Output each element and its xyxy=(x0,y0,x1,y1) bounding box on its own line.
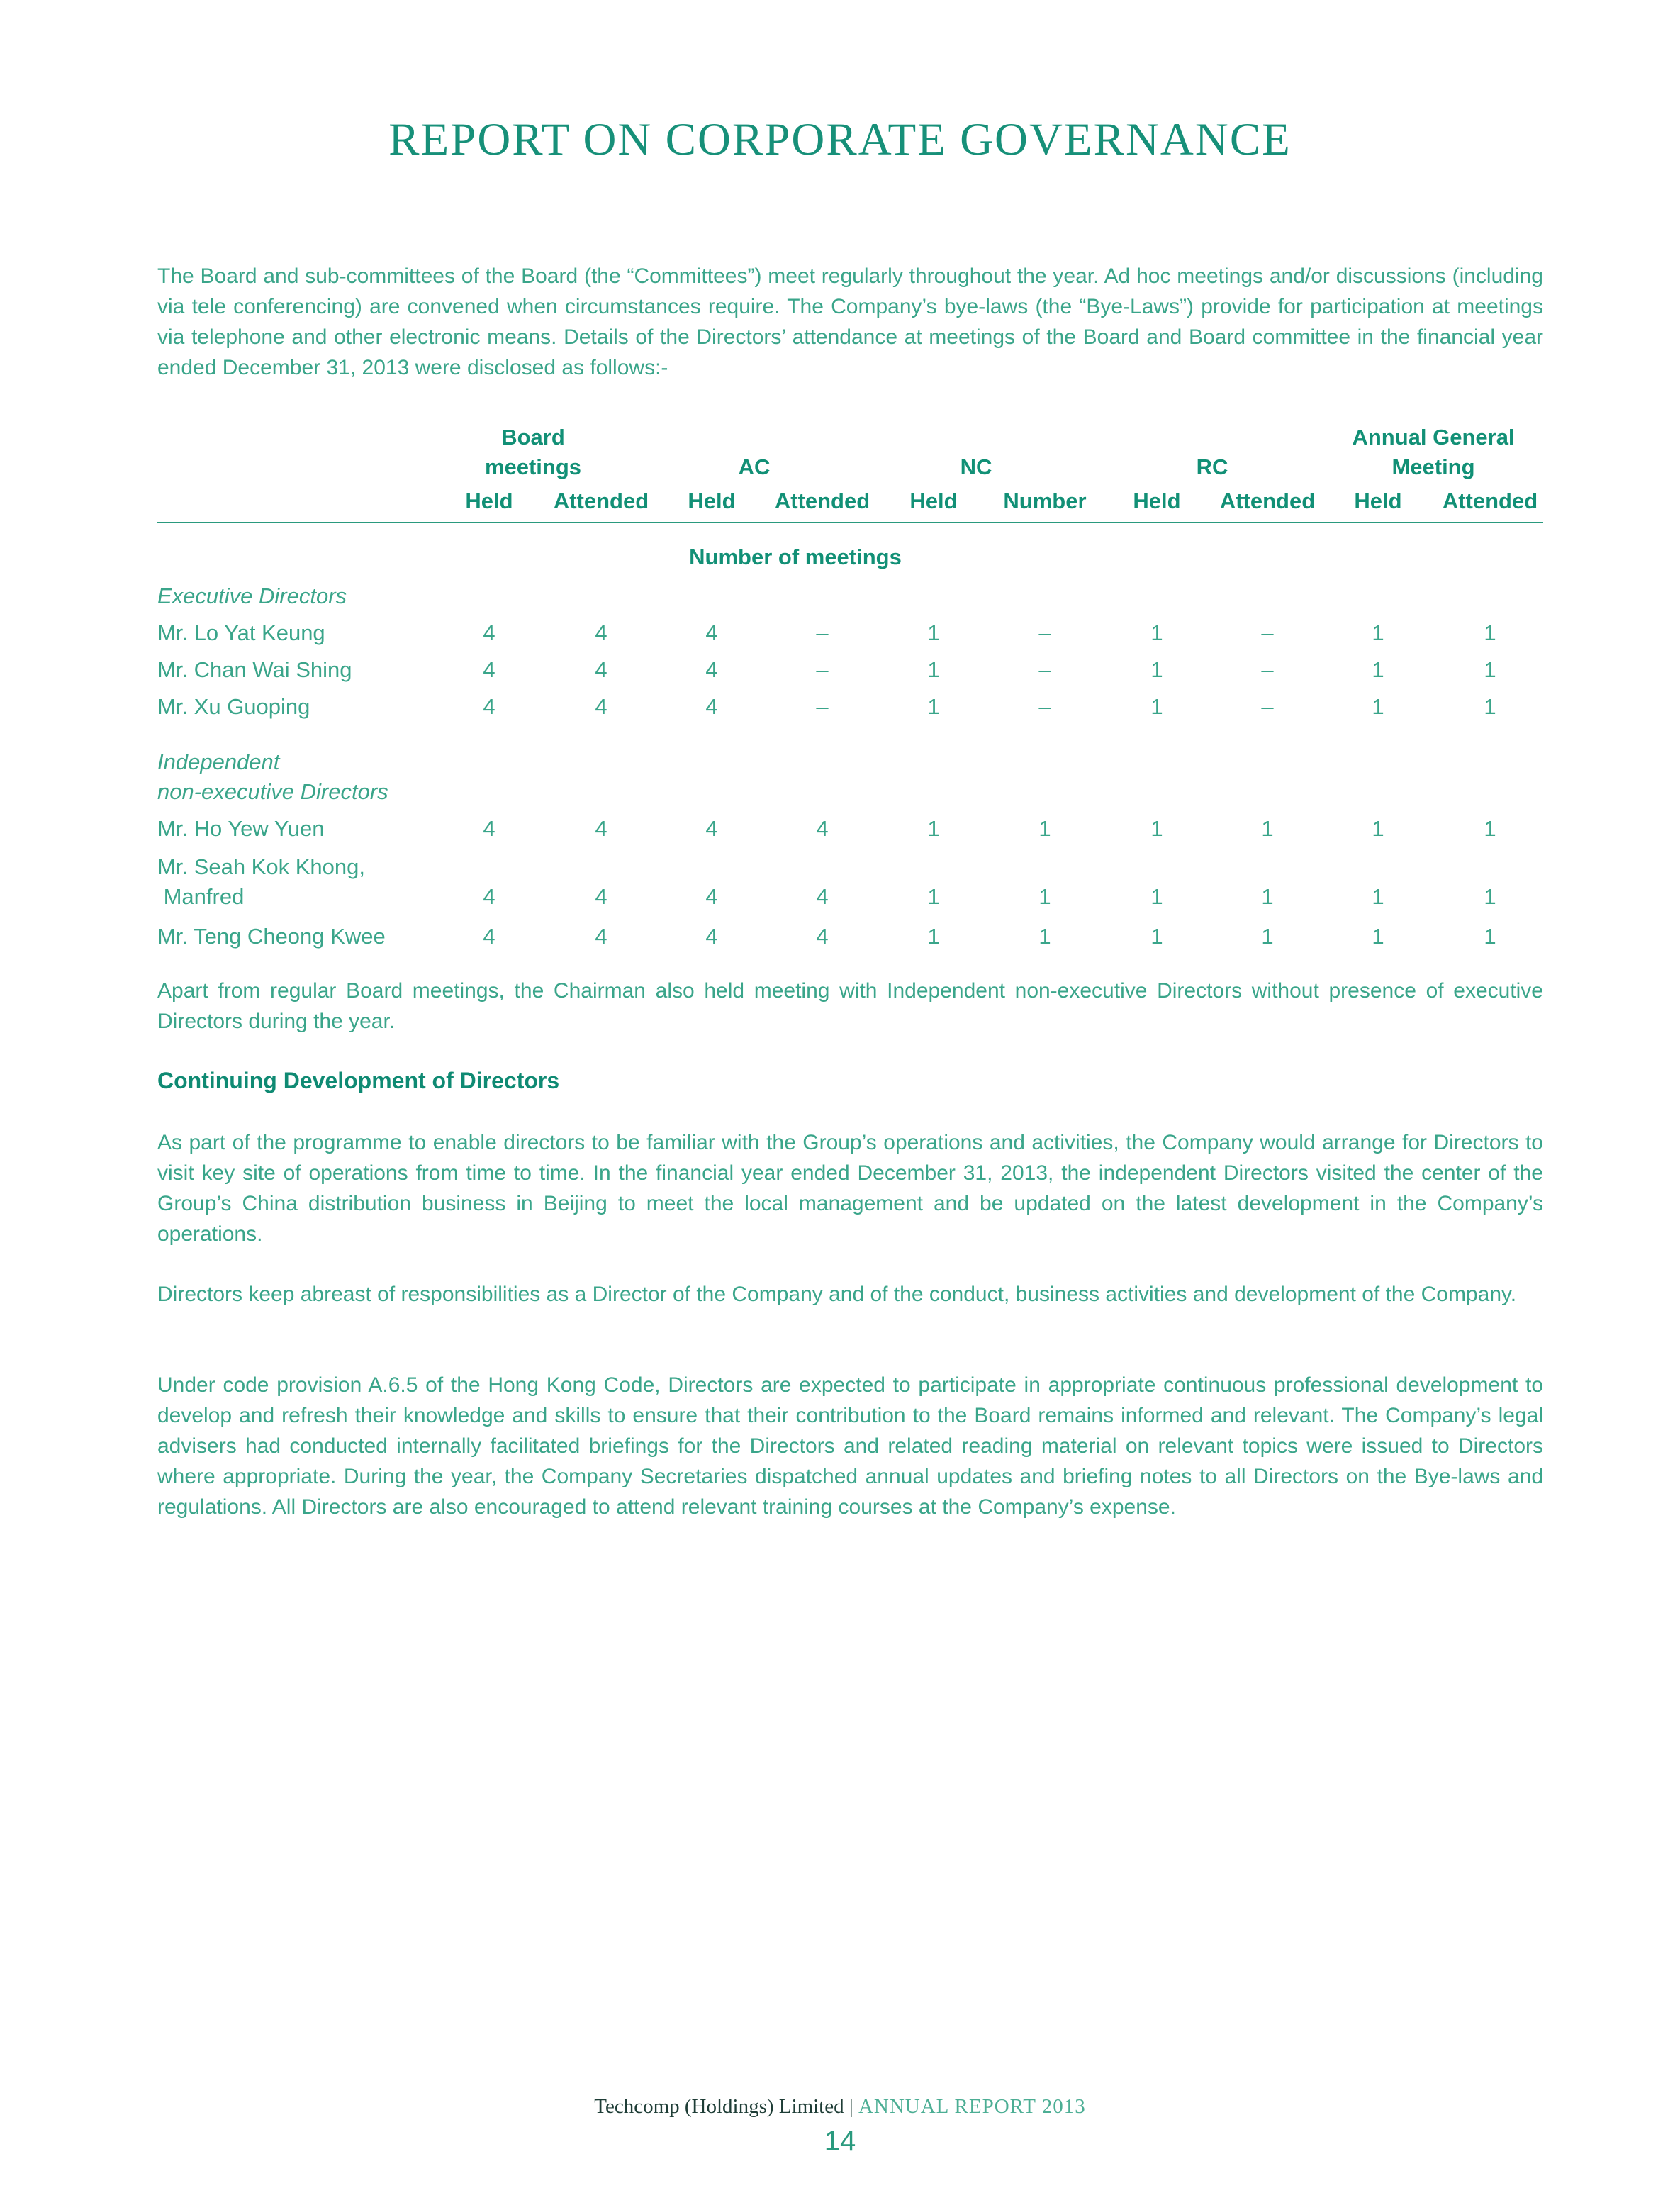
director-name-line: Mr. Ho Yew Yuen xyxy=(157,816,325,841)
header-board-line1: Board xyxy=(501,425,565,450)
column-header: Attended xyxy=(774,489,870,513)
director-name-line: Manfred xyxy=(157,884,245,909)
attendance-cell: 4 xyxy=(705,816,718,841)
intro-paragraph: The Board and sub-committees of the Board (the “Committees”) meet regularly throughout the year. Ad hoc meetings and/or discussions (including via tele conferencing) are convened when circumstances require. The Company’s bye-laws (the “Bye-Laws”) provide for participation at meetings via telephone and other electronic means. Details of the Directors’ attendance at meetings of the Board and Board committee in the financial year ended December 31, 2013 were disclosed as follows:- xyxy=(157,264,1543,379)
attendance-cell: 4 xyxy=(705,657,718,682)
director-name-line: Mr. Lo Yat Keung xyxy=(157,620,325,645)
attendance-cell: – xyxy=(1038,620,1051,645)
director-name-line: Mr. Seah Kok Khong, xyxy=(157,854,365,879)
attendance-cell: 1 xyxy=(927,694,940,719)
attendance-cell: – xyxy=(1261,694,1274,719)
column-header: Held xyxy=(465,489,513,513)
attendance-cell: 1 xyxy=(1150,924,1163,949)
attendance-cell: 4 xyxy=(705,924,718,949)
attendance-cell: 4 xyxy=(705,620,718,645)
attendance-cell: 1 xyxy=(927,620,940,645)
header-agm xyxy=(1320,423,1547,482)
footer xyxy=(0,2095,1680,2119)
table-row xyxy=(157,655,1543,692)
director-name xyxy=(157,852,365,912)
header-nc: NC xyxy=(960,454,992,479)
attendance-cell: 4 xyxy=(595,657,607,682)
units-label: Number of meetings xyxy=(689,545,902,569)
attendance-cell: 1 xyxy=(927,657,940,682)
group-label-line: Executive Directors xyxy=(157,584,347,608)
column-header: Attended xyxy=(1219,489,1316,513)
attendance-cell: 1 xyxy=(1484,816,1496,841)
attendance-cell: 4 xyxy=(595,884,607,909)
director-name-line: Mr. Chan Wai Shing xyxy=(157,657,352,682)
attendance-cell: 1 xyxy=(1372,924,1384,949)
attendance-cell: 1 xyxy=(927,924,940,949)
header-rc: RC xyxy=(1196,454,1228,479)
attendance-cell: 4 xyxy=(705,884,718,909)
attendance-cell: 1 xyxy=(1484,694,1496,719)
page-title: REPORT ON CORPORATE GOVERNANCE xyxy=(388,114,1292,165)
attendance-cell: 4 xyxy=(483,620,495,645)
table-row xyxy=(157,814,1543,851)
attendance-cell: 4 xyxy=(595,694,607,719)
page-number: 14 xyxy=(824,2126,856,2157)
attendance-cell: 4 xyxy=(595,816,607,841)
director-name-line: Mr. Teng Cheong Kwee xyxy=(157,924,386,949)
attendance-cell: 1 xyxy=(1372,694,1384,719)
column-header: Held xyxy=(909,489,958,513)
attendance-cell: – xyxy=(1261,657,1274,682)
attendance-cell: 1 xyxy=(1372,657,1384,682)
attendance-cell: 1 xyxy=(1372,620,1384,645)
attendance-cell: 1 xyxy=(1261,816,1274,841)
director-name xyxy=(157,814,325,844)
attendance-cell: 1 xyxy=(1038,924,1051,949)
header-ac: AC xyxy=(738,454,771,479)
attendance-cell: 1 xyxy=(1150,816,1163,841)
attendance-cell: 1 xyxy=(927,816,940,841)
attendance-cell: 1 xyxy=(1150,620,1163,645)
after-table-paragraph: Apart from regular Board meetings, the Chairman also held meeting with Independent non-executive Directors without presence of executive Directors during the year. xyxy=(157,979,1543,1033)
header-board xyxy=(476,423,590,482)
attendance-cell: – xyxy=(1038,657,1051,682)
column-header: Held xyxy=(1354,489,1402,513)
attendance-cell: 4 xyxy=(483,694,495,719)
header-divider xyxy=(157,522,1543,523)
footer-separator: | xyxy=(849,2095,853,2118)
column-header: Attended xyxy=(553,489,649,513)
attendance-cell: 1 xyxy=(1484,657,1496,682)
attendance-cell: 1 xyxy=(1150,657,1163,682)
attendance-cell: 1 xyxy=(1261,884,1274,909)
attendance-cell: 4 xyxy=(816,884,829,909)
header-board-line2: meetings xyxy=(484,454,582,479)
attendance-cell: 1 xyxy=(1372,884,1384,909)
attendance-cell: 4 xyxy=(483,884,495,909)
attendance-cell: 1 xyxy=(1484,884,1496,909)
attendance-cell: 1 xyxy=(927,884,940,909)
attendance-cell: 1 xyxy=(1484,924,1496,949)
table-row xyxy=(157,922,1543,959)
table-row xyxy=(157,692,1543,729)
attendance-cell: 1 xyxy=(1038,884,1051,909)
group-label-line: non-executive Directors xyxy=(157,779,388,804)
director-name xyxy=(157,922,386,951)
group-label xyxy=(157,581,347,611)
director-name xyxy=(157,655,352,685)
section-paragraph-2: Directors keep abreast of responsibilities as a Director of the Company and of the conduct, business activities and development of the Company. xyxy=(157,1283,1517,1306)
attendance-cell: 4 xyxy=(483,924,495,949)
column-header: Number xyxy=(1003,489,1087,513)
section-paragraph-3: Under code provision A.6.5 of the Hong Kong Code, Directors are expected to participate in appropriate continuous professional development to develop and refresh their knowledge and skills to ensure that their contribution to the Board remains informed and relevant. The Company’s legal advisers had conducted internally facilitated briefings for the Directors and related reading material on relevant topics were issued to Directors where appropriate. During the year, the Company Secretaries dispatched annual updates and briefing notes to all Directors on the Bye-laws and regulations. All Directors are also encouraged to attend relevant training courses at the Company’s expense. xyxy=(157,1373,1543,1519)
director-name-line: Mr. Xu Guoping xyxy=(157,694,310,719)
table-row xyxy=(157,852,1543,909)
section-paragraph-1: As part of the programme to enable directors to be familiar with the Group’s operations and activities, the Company would arrange for Directors to visit key site of operations from time to time. In the financial year ended December 31, 2013, the independent Directors visited the center of the Group’s China distribution business in Beijing to meet the local management and be updated on the latest development in the Company’s operations. xyxy=(157,1131,1543,1246)
attendance-cell: – xyxy=(816,620,829,645)
attendance-cell: 1 xyxy=(1150,884,1163,909)
footer-report: ANNUAL REPORT 2013 xyxy=(858,2095,1086,2118)
attendance-cell: 4 xyxy=(595,620,607,645)
attendance-cell: 4 xyxy=(816,816,829,841)
attendance-cell: 1 xyxy=(1150,694,1163,719)
footer-company: Techcomp (Holdings) Limited xyxy=(594,2095,844,2118)
director-name xyxy=(157,692,310,722)
attendance-cell: – xyxy=(816,694,829,719)
director-name xyxy=(157,618,325,648)
attendance-cell: 4 xyxy=(705,694,718,719)
attendance-cell: – xyxy=(1038,694,1051,719)
attendance-cell: 1 xyxy=(1038,816,1051,841)
attendance-cell: 1 xyxy=(1261,924,1274,949)
column-header: Held xyxy=(688,489,736,513)
attendance-cell: 4 xyxy=(483,816,495,841)
attendance-cell: 1 xyxy=(1484,620,1496,645)
attendance-cell: 4 xyxy=(816,924,829,949)
attendance-cell: – xyxy=(816,657,829,682)
header-agm-line1: Annual General xyxy=(1352,425,1515,450)
attendance-cell: 4 xyxy=(595,924,607,949)
header-agm-line2: Meeting xyxy=(1391,454,1475,479)
section-heading: Continuing Development of Directors xyxy=(157,1068,560,1093)
attendance-cell: 1 xyxy=(1372,816,1384,841)
column-header: Attended xyxy=(1442,489,1538,513)
group-label-line: Independent xyxy=(157,749,280,774)
column-header: Held xyxy=(1133,489,1181,513)
attendance-cell: – xyxy=(1261,620,1274,645)
table-row xyxy=(157,618,1543,655)
attendance-cell: 4 xyxy=(483,657,495,682)
group-label xyxy=(157,747,388,807)
